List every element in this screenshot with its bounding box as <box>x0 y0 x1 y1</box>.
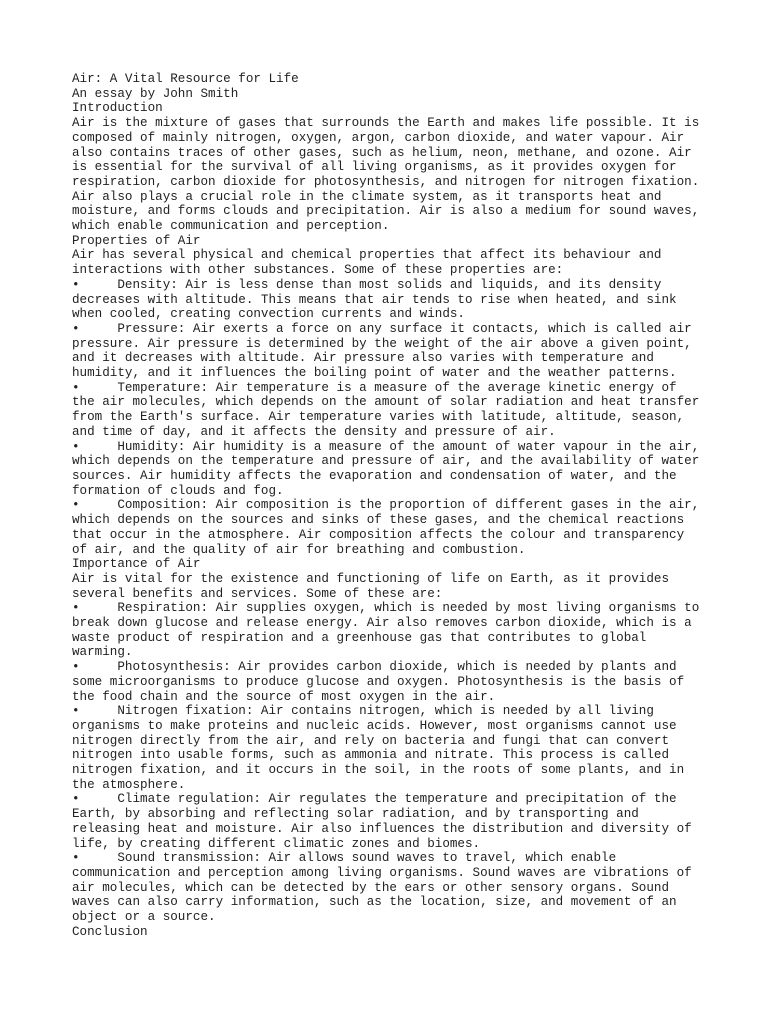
bullet-item-respiration: • Respiration: Air supplies oxygen, which is needed by most living organisms to break down glucose and release energy. Air also removes carbon dioxide, which is a waste product of respiration and a greenhouse gas that contributes to global warming. <box>72 601 707 660</box>
section-heading-conclusion: Conclusion <box>72 924 148 939</box>
bullet-item-density: • Density: Air is less dense than most solids and liquids, and its density decreases with altitude. This means that air tends to rise when heated, and sink when cooled, creating convection currents and winds. <box>72 277 685 322</box>
properties-intro-paragraph: Air has several physical and chemical properties that affect its behaviour and interactions with other substances. Some of these properties are: <box>72 248 670 278</box>
bullet-item-temperature: • Temperature: Air temperature is a measure of the average kinetic energy of the air molecules, which depends on the amount of solar radiation and heat transfer from the Earth's surface. Air temperature varies with latitude, altitude, season, and time of day, and it affects the density and pressure of air. <box>72 380 707 439</box>
document-byline: An essay by John Smith <box>72 86 239 101</box>
bullet-item-nitrogen-fixation: • Nitrogen fixation: Air contains nitrogen, which is needed by all living organisms to make proteins and nucleic acids. However, most organisms cannot use nitrogen directly from the air, and rely on bacteria and fungi that can convert nitrogen into usable forms, such as ammonia and nitrate. This process is called nitrogen fixation, and it occurs in the soil, in the roots of some plants, and in the atmosphere. <box>72 704 692 792</box>
document-title: Air: A Vital Resource for Life <box>72 72 299 86</box>
bullet-item-sound-transmission: • Sound transmission: Air allows sound waves to travel, which enable communication and perception among living organisms. Sound waves are vibrations of air molecules, which can be detected by the ears or other sensory organs. Sound waves can also carry information, such as the location, size, and movement of an object or a source. <box>72 851 700 925</box>
bullet-item-climate-regulation: • Climate regulation: Air regulates the temperature and precipitation of the Earth, by absorbing and reflecting solar radiation, and by transporting and releasing heat and moisture. Air also influences the distribution and diversity of life, by creating different climatic zones and biomes. <box>72 792 700 851</box>
bullet-item-composition: • Composition: Air composition is the proportion of different gases in the air, which depends on the sources and sinks of these gases, and the chemical reactions that occur in the atmosphere. Air composition affects the colour and transparency of air, and the quality of air for breathing and combustion. <box>72 498 707 557</box>
section-heading-properties: Properties of Air <box>72 233 201 248</box>
introduction-paragraph: Air is the mixture of gases that surrounds the Earth and makes life possible. It is composed of mainly nitrogen, oxygen, argon, carbon dioxide, and water vapour. Air also contains traces of other gases, such as helium, neon, methane, and ozone. Air is essential for the survival of all living organisms, as it provides oxygen for respiration, carbon dioxide for photosynthesis, and nitrogen for nitrogen fixation. Air also plays a crucial role in the climate system, as it transports heat and moisture, and forms clouds and precipitation. Air is also a medium for sound waves, which enable communication and perception. <box>72 116 707 234</box>
importance-intro-paragraph: Air is vital for the existence and functioning of life on Earth, as it provides several benefits and services. Some of these are: <box>72 571 677 601</box>
document-body <box>72 72 707 939</box>
section-heading-introduction: Introduction <box>72 101 163 116</box>
bullet-item-photosynthesis: • Photosynthesis: Air provides carbon dioxide, which is needed by plants and some microorganisms to produce glucose and oxygen. Photosynthesis is the basis of the food chain and the source of most oxygen in the air. <box>72 660 692 704</box>
section-heading-importance: Importance of Air <box>72 557 201 572</box>
bullet-item-pressure: • Pressure: Air exerts a force on any surface it contacts, which is called air pressure. Air pressure is determined by the weight of the air above a given point, and it decreases with altitude. Air pressure also varies with temperature and humidity, and it influences the boiling point of water and the weather patterns. <box>72 321 700 381</box>
bullet-item-humidity: • Humidity: Air humidity is a measure of the amount of water vapour in the air, which depends on the temperature and pressure of air, and the availability of water sources. Air humidity affects the evaporation and condensation of water, and the formation of clouds and fog. <box>72 439 707 498</box>
